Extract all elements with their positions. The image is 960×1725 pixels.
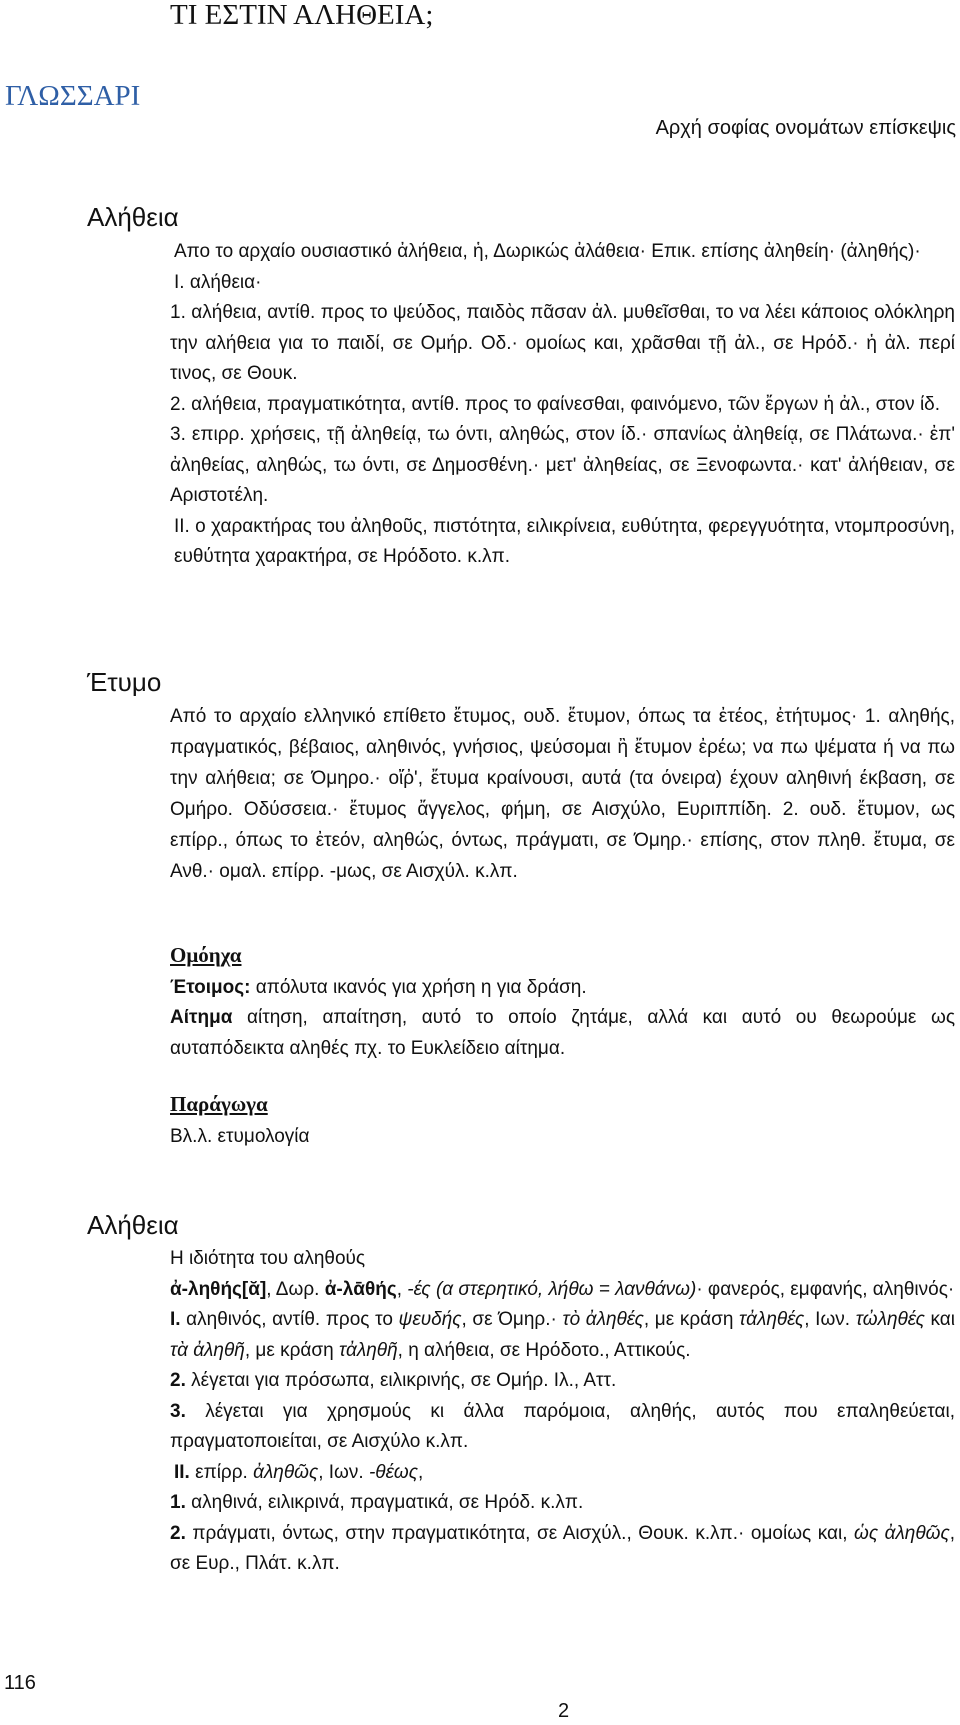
entry-heading-aletheia-2: Αλήθεια (87, 1210, 179, 1240)
entry-line: Ι. αλήθεια· (174, 271, 262, 293)
etymo-text: Από το αρχαίο ελληνικό επίθετο ἔτυμος, ουδ. ἔτυμον, όπως τα ἐτέος, ἐτήτυμος· 1. αληθής, πραγματικός, βέβαιος, αληθινός, γνήσιος, ψεύσομαι ἢ ἔτυμον ἐρέω; να πω ψέματα ή να πω την αλήθεια; σε Όμηρο.· οἴῤ', ἔτυμα κραίνουσι, αυτά (τα όνειρα) έχουν αληθινή έκβαση, σε Ομήρο. Οδύσσεια.· ἔτυμος ἄγγελος, φήμη, σε Αισχύλο, Ευριππίδη. 2. ουδ. ἔτυμον, ως επίρρ., όπως το ἐτεόν, αληθώς, όντως, πράγματι, σε Όμηρ.· επίσης, στον πληθ. ἔτυμα, σε Ανθ.· ομαλ. επίρρ. -μως, σε Αισχύλ. κ.λπ. (170, 706, 955, 882)
derivatives-heading: Παράγωγα (170, 1092, 268, 1116)
synonym-term: Έτοιμος: (170, 976, 251, 998)
synonyms-section (170, 940, 955, 1064)
synonym-definition: απόλυτα ικανός για χρήση η για δράση. (250, 976, 587, 998)
entry-body-aletheia (170, 237, 955, 573)
derivatives-section (170, 1089, 955, 1152)
page-number-bottom: 2 (558, 1700, 570, 1722)
etymo-heading: Έτυμο (87, 667, 162, 697)
running-title: ΤΙ ΕΣΤΙΝ ΑΛΗΘΕΙΑ; (170, 0, 434, 31)
synonyms-heading: Ομόηχα (170, 943, 242, 967)
glossary-title: ΓΛΩΣΣΑΡΙ (5, 80, 141, 112)
entry-line: Ι. αληθινός, αντίθ. προς το ψευδής, σε Όμηρ.· τὸ ἀληθές, με κράση τἀληθές, Ιων. τὠληθές και τὰ ἀληθῆ, με κράση τἀληθῆ, η αλήθεια, σε Ηρόδοτο., Αττικούς. (170, 1309, 955, 1361)
entry-line: Η ιδιότητα του αληθούς (170, 1248, 366, 1269)
entry-line: ἀ-ληθής[ᾰ], Δωρ. ἀ-λᾱθής, -ές (α στερητικό, λήθω = λανθάνω)· φανερός, εμφανής, αληθινός· (170, 1278, 955, 1300)
derivatives-text: Βλ.λ. ετυμολογία (170, 1125, 310, 1147)
entry-line: Απο το αρχαίο ουσιαστικό ἀλήθεια, ἡ, Δωρικώς ἀλάθεια· Επικ. επίσης ἀληθείη· (ἀληθής)· (174, 241, 921, 262)
entry-line: 3. επιρρ. χρήσεις, τῇ ἀληθείᾳ, τω όντι, αληθώς, στον ίδ.· σπανίως ἀληθείᾳ, σε Πλάτωνα.· ἐπ' ἀληθείας, αληθώς, τω όντι, σε Δημοσθένη.· μετ' ἀληθείας, σε Ξενοφωντα.· κατ' ἀλήθειαν, σε Αριστοτέλη. (170, 424, 955, 506)
entry-body-aletheia-2 (170, 1244, 955, 1580)
motto: Αρχή σοφίας ονομάτων επίσκεψις (655, 117, 956, 139)
synonym-definition: αίτηση, απαίτηση, αυτό το οποίο ζητάμε, αλλά και αυτό ου θεωρούμε ως αυταπόδεικτα αληθές πχ. το Ευκλείδειο αίτημα. (170, 1007, 955, 1059)
entry-line: 1. αληθινά, ειλικρινά, πραγματικά, σε Ηρόδ. κ.λπ. (170, 1492, 584, 1513)
entry-line: ΙΙ. επίρρ. ἀληθῶς, Ιων. -θέως, (174, 1461, 424, 1483)
entry-line: 2. αλήθεια, πραγματικότητα, αντίθ. προς το φαίνεσθαι, φαινόμενο, τῶν ἔργων ἡ ἀλ., στον ίδ. (170, 393, 941, 415)
entry-line: 3. λέγεται για χρησμούς κι άλλα παρόμοια, αληθής, αυτός που επαληθεύεται, πραγματοποιείται, σε Αισχύλο κ.λπ. (170, 1400, 955, 1452)
entry-heading-aletheia: Αλήθεια (87, 202, 179, 232)
page-number-left: 116 (4, 1672, 36, 1694)
entry-line: 2. λέγεται για πρόσωπα, ειλικρινής, σε Ομήρ. Ιλ., Αττ. (170, 1370, 617, 1391)
etymo-body (170, 701, 955, 887)
entry-line: 1. αλήθεια, αντίθ. προς το ψεύδος, παιδὸς πᾶσαν ἀλ. μυθεῖσθαι, το να λέει κάποιος ολόκληρη την αλήθεια για το παιδί, σε Ομήρ. Οδ.· ομοίως και, χρᾶσθαι τῇ ἀλ., σε Ηρόδ.· ἡ ἀλ. περί τινος, σε Θουκ. (170, 302, 955, 384)
entry-line: 2. πράγματι, όντως, στην πραγματικότητα, σε Αισχύλ., Θουκ. κ.λπ.· ομοίως και, ὡς ἀληθῶς, σε Ευρ., Πλάτ. κ.λπ. (170, 1522, 955, 1574)
synonym-term: Αίτημα (170, 1007, 233, 1028)
entry-line: ΙΙ. ο χαρακτήρας του ἀληθοῦς, πιστότητα, ειλικρίνεια, ευθύτητα, φερεγγυότητα, ντομπροσύνη, ευθύτητα χαρακτήρα, σε Ηρόδοτο. κ.λπ. (174, 515, 955, 567)
